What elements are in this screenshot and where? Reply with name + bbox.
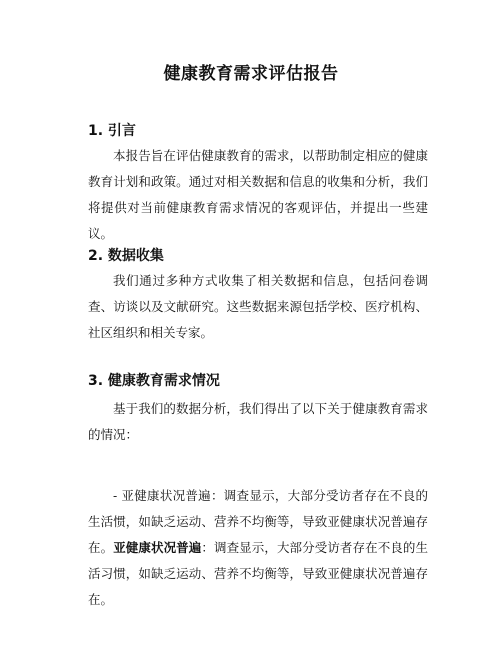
list-item-bold-term: 亚健康状况普遍 bbox=[113, 540, 202, 555]
section-3-paragraph: 基于我们的数据分析，我们得出了以下关于健康教育需求的情况： bbox=[88, 401, 428, 442]
section-1-heading: 1. 引言 bbox=[88, 123, 136, 139]
section-2-heading: 2. 数据收集 bbox=[88, 248, 164, 264]
list-item-description: ：调查显示，大部分受访者存在不良的生活习惯，如缺乏运动、营养不均衡等，导致亚健康状况普遍存在。 bbox=[88, 540, 428, 607]
section-2-paragraph: 我们通过多种方式收集了相关数据和信息，包括问卷调查、访谈以及文献研究。这些数据来源包括学校、医疗机构、社区组织和相关专家。 bbox=[88, 273, 428, 340]
section-1-paragraph: 本报告旨在评估健康教育的需求，以帮助制定相应的健康教育计划和政策。通过对相关数据和信息的收集和分析，我们将提供对当前健康教育需求情况的客观评估，并提出一些建议。 bbox=[88, 148, 428, 241]
section-3-list-item bbox=[88, 483, 428, 613]
document-title: 健康教育需求评估报告 bbox=[163, 64, 339, 84]
section-3-heading: 3. 健康教育需求情况 bbox=[88, 373, 220, 389]
list-item-text: - 亚健康状况普遍：调查显示，大部分受访者存在不良的生活惯，如缺乏运动、营养不均衡等，导致亚健康状况普遍存在。 bbox=[88, 488, 428, 555]
